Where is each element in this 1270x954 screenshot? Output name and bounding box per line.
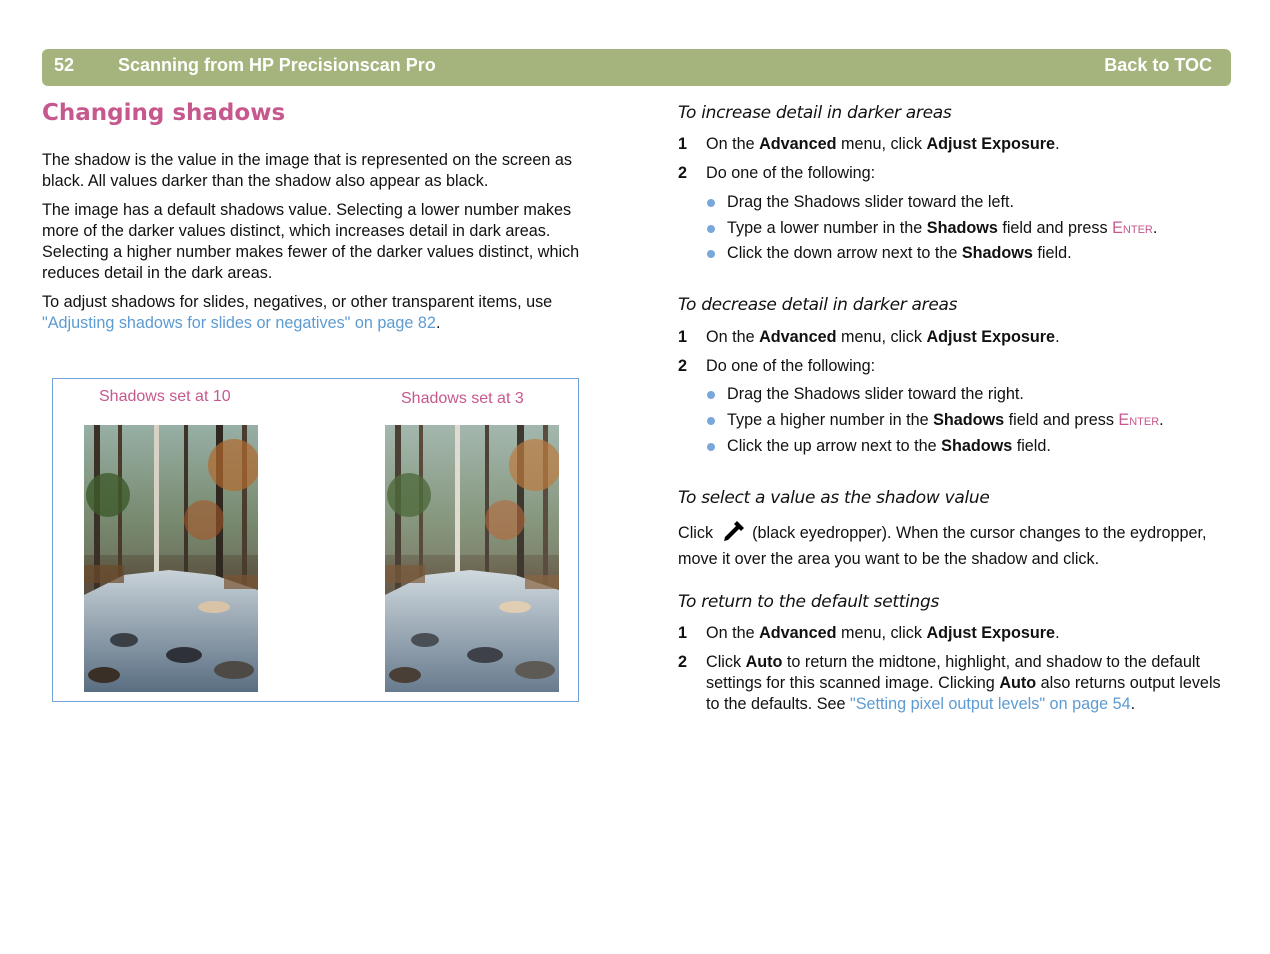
forest-stream-photo-shadows-10 — [84, 425, 258, 692]
step-number: 1 — [678, 135, 688, 153]
document-title: Scanning from HP Precisionscan Pro — [118, 55, 436, 75]
para3-text: To adjust shadows for slides, negatives, or other transparent items, use — [42, 293, 553, 311]
adjusting-shadows-link[interactable]: "Adjusting shadows for slides or negatives" on page 82 — [42, 314, 436, 332]
bullet-text: Drag the Shadows slider toward the right. — [727, 385, 1024, 403]
default-settings-heading: To return to the default settings — [678, 592, 940, 612]
enter-key: Enter — [1118, 411, 1160, 429]
pixel-output-levels-link[interactable]: "Setting pixel output levels" on page 54 — [850, 695, 1131, 713]
step-text: Do one of the following: — [706, 164, 876, 182]
comparison-figure — [52, 378, 579, 702]
step-text: On the Advanced menu, click Adjust Exposure. — [706, 624, 1060, 642]
select-shadow-heading: To select a value as the shadow value — [678, 488, 990, 508]
caption-shadows-3: Shadows set at 3 — [401, 390, 524, 407]
intro-paragraph-1: The shadow is the value in the image that is represented on the screen as black. All values darker than the shadow also appear as black. — [42, 151, 573, 190]
step-number: 2 — [678, 653, 688, 671]
intro-paragraph-3 — [42, 292, 594, 334]
step-number: 2 — [678, 357, 688, 375]
forest-stream-photo-shadows-3 — [385, 425, 559, 692]
enter-key: Enter — [1112, 219, 1153, 237]
bullet-dot — [707, 250, 715, 258]
intro-text — [42, 150, 594, 342]
step-text: Do one of the following: — [706, 357, 876, 375]
caption-shadows-10: Shadows set at 10 — [99, 388, 231, 405]
step-number: 1 — [678, 624, 688, 642]
bullet-text: Click the down arrow next to the Shadows field. — [727, 244, 1072, 262]
bullet-dot — [707, 443, 715, 451]
page-number: 52 — [54, 55, 75, 75]
eyedropper-icon — [720, 519, 746, 549]
bullet-dot — [707, 417, 715, 425]
para3-end: . — [435, 314, 441, 332]
increase-detail-heading: To increase detail in darker areas — [678, 103, 952, 123]
bullet-dot — [707, 199, 715, 207]
bullet-dot — [707, 225, 715, 233]
bullet-dot — [707, 391, 715, 399]
step-number: 1 — [678, 328, 688, 346]
bullet-text: Type a higher number in the Shadows field and press Enter. — [727, 411, 1164, 429]
step-number: 2 — [678, 164, 688, 182]
section-title: Changing shadows — [42, 100, 286, 126]
step-text: On the Advanced menu, click Adjust Exposure. — [706, 135, 1060, 153]
bullet-text: Click the up arrow next to the Shadows field. — [727, 437, 1051, 455]
step-text: Click Auto to return the midtone, highlight, and shadow to the default settings for this scanned image. Clicking Auto also returns output levels to the defaults. See "Setting pixel output levels" on page 54. — [706, 653, 1221, 713]
back-to-toc-link[interactable]: Back to TOC — [1104, 55, 1212, 75]
bullet-text: Drag the Shadows slider toward the left. — [727, 193, 1015, 211]
intro-paragraph-2: The image has a default shadows value. Selecting a lower number makes more of the darker values distinct, which increases detail in dark areas. Selecting a higher number makes fewer of the darker values distinct, which reduces detail in the dark areas. — [42, 201, 580, 282]
decrease-detail-heading: To decrease detail in darker areas — [678, 295, 958, 315]
step-text: On the Advanced menu, click Adjust Exposure. — [706, 328, 1060, 346]
select-shadow-text: Click (black eyedropper). When the cursor changes to the eydropper, move it over the area you want to be the shadow and click. — [678, 519, 1238, 570]
header-bar — [42, 49, 1231, 86]
bullet-text: Type a lower number in the Shadows field and press Enter. — [727, 219, 1158, 237]
